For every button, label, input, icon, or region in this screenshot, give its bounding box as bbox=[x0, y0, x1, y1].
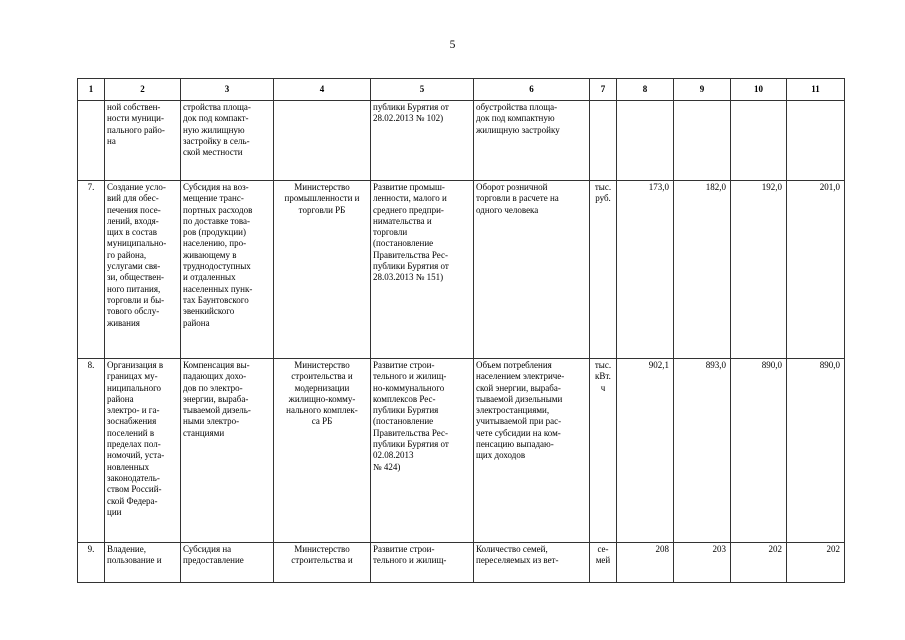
cell-text-line: Создание усло- bbox=[107, 182, 166, 192]
cell-text-line: учитываемой при рас- bbox=[476, 416, 562, 427]
cell-text-line: ров (продукции) bbox=[183, 227, 246, 238]
cell-text-line: ными электро- bbox=[183, 416, 240, 427]
cell-text-line: публики Бурятия от bbox=[373, 439, 449, 450]
cell-text-line: обустройства площа- bbox=[476, 102, 558, 112]
value-2017-cell bbox=[787, 543, 845, 583]
header-cell: 9 bbox=[674, 79, 731, 101]
value-2015-cell bbox=[674, 101, 731, 181]
cell-text-line: Развитие промыш- bbox=[373, 182, 445, 192]
cell-text-line: ности муници- bbox=[107, 113, 164, 124]
cell-text-line: 02.08.2013 bbox=[373, 450, 414, 461]
cell-text-line: ской местности bbox=[183, 147, 243, 158]
cell-text-line: услугами свя- bbox=[107, 261, 161, 272]
cell-text-line: предоставление bbox=[183, 555, 244, 566]
cell-text-line: 28.03.2013 № 151) bbox=[373, 272, 444, 283]
header-cell: 4 bbox=[274, 79, 371, 101]
activity-cell bbox=[105, 359, 181, 543]
header-cell: 5 bbox=[371, 79, 474, 101]
cell-text-line: застройку в сель- bbox=[183, 135, 250, 146]
program-cell bbox=[371, 181, 474, 359]
cell-text-line: пенсацию выпадаю- bbox=[476, 439, 554, 450]
cell-text-line: зи, обществен- bbox=[107, 272, 165, 283]
cell-text-line: электростанциями, bbox=[476, 405, 550, 416]
cell-text-line: Оборот розничной bbox=[476, 182, 548, 192]
cell-text-line: ной собствен- bbox=[107, 102, 161, 112]
unit-cell bbox=[590, 359, 617, 543]
cell-text-line: печения посе- bbox=[107, 204, 161, 215]
cell-text-line: торговли РБ bbox=[298, 204, 346, 215]
cell-value: 208 bbox=[655, 544, 669, 554]
cell-text-line: падающих дохо- bbox=[183, 371, 247, 382]
cell-text-line: ской энергии, выраба- bbox=[476, 382, 561, 393]
cell-text-line: (постановление bbox=[373, 238, 434, 249]
cell-text-line: торговли bbox=[373, 227, 408, 238]
cell-text-line: Компенсация вы- bbox=[183, 360, 250, 370]
cell-text-line: комплексов Рес- bbox=[373, 393, 436, 404]
cell-value: 890,0 bbox=[761, 360, 782, 370]
row-number-cell bbox=[78, 181, 105, 359]
unit-cell bbox=[590, 543, 617, 583]
value-2017-cell bbox=[787, 181, 845, 359]
page-number: 5 bbox=[449, 39, 456, 51]
cell-text-line: док под компакт- bbox=[183, 113, 249, 124]
table-row bbox=[78, 101, 845, 181]
cell-text-line: номочий, уста- bbox=[107, 450, 165, 461]
cell-text-line: района bbox=[107, 393, 134, 404]
cell-text-line: щих в состав bbox=[107, 227, 157, 238]
measure-cell bbox=[181, 543, 274, 583]
cell-text-line: Правительства Рес- bbox=[373, 427, 448, 438]
cell-text-line: щих доходов bbox=[476, 450, 526, 461]
cell-text-line: зоснабжения bbox=[107, 416, 157, 427]
value-2014-cell bbox=[617, 359, 674, 543]
cell-text-line: тельного и жилищ- bbox=[373, 555, 447, 566]
cell-text-line: тыс. bbox=[594, 182, 612, 192]
indicator-cell bbox=[474, 543, 590, 583]
cell-text-line: тельного и жилищ- bbox=[373, 371, 447, 382]
cell-text-line: ч bbox=[600, 382, 606, 393]
cell-value: 173,0 bbox=[648, 182, 669, 192]
cell-text-line: ленности, малого и bbox=[373, 193, 447, 204]
cell-text-line: публики Бурятия bbox=[373, 405, 439, 416]
value-2014-cell bbox=[617, 181, 674, 359]
cell-text-line: тываемой дизельными bbox=[476, 393, 563, 404]
unit-cell bbox=[590, 181, 617, 359]
cell-text-line: док под компактную bbox=[476, 113, 555, 124]
cell-text-line: Министерство bbox=[294, 182, 350, 192]
cell-text-line: Правительства Рес- bbox=[373, 249, 448, 260]
header-row bbox=[78, 79, 845, 101]
cell-text-line: тываемой дизель- bbox=[183, 405, 251, 416]
value-2016-cell bbox=[731, 543, 787, 583]
cell-text-line: новленных bbox=[107, 461, 150, 472]
cell-text-line: кВт. bbox=[595, 371, 611, 382]
cell-text-line: населенных пунк- bbox=[183, 283, 253, 294]
cell-text-line: по доставке това- bbox=[183, 215, 250, 226]
ministry-cell bbox=[274, 181, 371, 359]
cell-value: 902,1 bbox=[648, 360, 669, 370]
value-2017-cell bbox=[787, 359, 845, 543]
program-table bbox=[77, 78, 845, 583]
cell-text-line: среднего предпри- bbox=[373, 204, 444, 215]
cell-text-line: Владение, bbox=[107, 544, 146, 554]
indicator-cell bbox=[474, 181, 590, 359]
table-row bbox=[78, 181, 845, 359]
cell-text-line: мей bbox=[595, 555, 611, 566]
cell-text-line: Количество семей, bbox=[476, 544, 548, 554]
cell-text-line: муниципально- bbox=[107, 238, 167, 249]
row-number-cell bbox=[78, 359, 105, 543]
header-cell: 11 bbox=[787, 79, 845, 101]
cell-text-line: ской Федера- bbox=[107, 495, 158, 506]
cell-text-line: Развитие строи- bbox=[373, 360, 435, 370]
cell-value: 203 bbox=[712, 544, 726, 554]
cell-text-line: пользование и bbox=[107, 555, 162, 566]
cell-text-line: пределах пол- bbox=[107, 439, 161, 450]
row-number-cell bbox=[78, 543, 105, 583]
cell-text-line: электро- и га- bbox=[107, 405, 160, 416]
value-2015-cell bbox=[674, 359, 731, 543]
cell-text-line: го района, bbox=[107, 249, 147, 260]
value-2015-cell bbox=[674, 543, 731, 583]
cell-value: 202 bbox=[826, 544, 840, 554]
unit-cell bbox=[590, 101, 617, 181]
row-number-cell bbox=[78, 101, 105, 181]
cell-text-line: строительства и bbox=[291, 555, 353, 566]
cell-text-line: строительства и bbox=[291, 371, 353, 382]
value-2014-cell bbox=[617, 543, 674, 583]
activity-cell bbox=[105, 101, 181, 181]
cell-value: 893,0 bbox=[705, 360, 726, 370]
cell-text-line: района bbox=[183, 317, 210, 328]
cell-text-line: тах Баунтовского bbox=[183, 294, 249, 305]
program-cell bbox=[371, 101, 474, 181]
cell-text-line: мещение транс- bbox=[183, 193, 244, 204]
cell-text-line: жилищно-комму- bbox=[288, 393, 356, 404]
cell-text-line: Субсидия на воз- bbox=[183, 182, 249, 192]
cell-text-line: населению, про- bbox=[183, 238, 247, 249]
cell-text-line: одного человека bbox=[476, 204, 539, 215]
cell-text-line: живающему в bbox=[183, 249, 237, 260]
cell-text-line: на bbox=[107, 135, 116, 146]
measure-cell bbox=[181, 101, 274, 181]
cell-text-line: эвенкийского bbox=[183, 306, 235, 317]
table-row bbox=[78, 359, 845, 543]
activity-cell bbox=[105, 181, 181, 359]
cell-text-line: торговли и бы- bbox=[107, 294, 165, 305]
cell-text-line: Субсидия на bbox=[183, 544, 232, 554]
indicator-cell bbox=[474, 101, 590, 181]
indicator-cell bbox=[474, 359, 590, 543]
ministry-cell bbox=[274, 359, 371, 543]
cell-text-line: законодатель- bbox=[107, 472, 160, 483]
cell-text-line: ную жилищную bbox=[183, 124, 245, 135]
ministry-cell bbox=[274, 543, 371, 583]
value-2016-cell bbox=[731, 359, 787, 543]
cell-value: 7. bbox=[87, 182, 95, 192]
cell-text-line: энергии, выраба- bbox=[183, 393, 249, 404]
program-cell bbox=[371, 359, 474, 543]
cell-text-line: живания bbox=[107, 317, 140, 328]
cell-text-line: ции bbox=[107, 506, 122, 517]
header-cell: 2 bbox=[105, 79, 181, 101]
cell-text-line: руб. bbox=[595, 193, 611, 204]
value-2016-cell bbox=[731, 181, 787, 359]
measure-cell bbox=[181, 181, 274, 359]
cell-value: 202 bbox=[768, 544, 782, 554]
cell-value: 201,0 bbox=[819, 182, 840, 192]
cell-value: 9. bbox=[87, 544, 95, 554]
header-cell: 6 bbox=[474, 79, 590, 101]
cell-text-line: лений, входя- bbox=[107, 215, 159, 226]
cell-text-line: (постановление bbox=[373, 416, 434, 427]
cell-text-line: нального комплек- bbox=[286, 405, 358, 416]
cell-text-line: тового обслу- bbox=[107, 306, 160, 317]
cell-text-line: ством Россий- bbox=[107, 484, 162, 495]
header-cell: 8 bbox=[617, 79, 674, 101]
cell-text-line: труднодоступных bbox=[183, 261, 251, 272]
cell-text-line: Министерство bbox=[294, 360, 350, 370]
value-2016-cell bbox=[731, 101, 787, 181]
cell-text-line: тыс. bbox=[594, 360, 612, 370]
cell-value: 182,0 bbox=[705, 182, 726, 192]
cell-text-line: ниципального bbox=[107, 382, 162, 393]
table-row bbox=[78, 543, 845, 583]
cell-text-line: № 424) bbox=[373, 461, 401, 472]
cell-text-line: переселяемых из вет- bbox=[476, 555, 559, 566]
cell-text-line: стройства площа- bbox=[183, 102, 251, 112]
cell-text-line: нимательства и bbox=[373, 215, 432, 226]
cell-text-line: публики Бурятия от bbox=[373, 261, 449, 272]
program-cell bbox=[371, 543, 474, 583]
cell-value: 192,0 bbox=[761, 182, 782, 192]
cell-text-line: Объем потребления bbox=[476, 360, 552, 370]
cell-text-line: но-коммунального bbox=[373, 382, 445, 393]
cell-text-line: промышленности и bbox=[284, 193, 360, 204]
cell-text-line: се- bbox=[597, 544, 609, 554]
cell-text-line: пального райо- bbox=[107, 124, 165, 135]
cell-value: 890,0 bbox=[819, 360, 840, 370]
cell-text-line: станциями bbox=[183, 427, 225, 438]
cell-text-line: торговли в расчете на bbox=[476, 193, 559, 204]
cell-text-line: населением электриче- bbox=[476, 371, 565, 382]
cell-text-line: 28.02.2013 № 102) bbox=[373, 113, 444, 124]
cell-text-line: дов по электро- bbox=[183, 382, 243, 393]
cell-text-line: вий для обес- bbox=[107, 193, 159, 204]
cell-text-line: Организация в bbox=[107, 360, 164, 370]
measure-cell bbox=[181, 359, 274, 543]
cell-text-line: портных расходов bbox=[183, 204, 253, 215]
header-cell: 1 bbox=[78, 79, 105, 101]
cell-text-line: са РБ bbox=[311, 416, 333, 427]
activity-cell bbox=[105, 543, 181, 583]
cell-text-line: Министерство bbox=[294, 544, 350, 554]
cell-text-line: и отдаленных bbox=[183, 272, 236, 283]
header-cell: 7 bbox=[590, 79, 617, 101]
cell-text-line: чете субсидии на ком- bbox=[476, 427, 561, 438]
header-cell: 10 bbox=[731, 79, 787, 101]
value-2014-cell bbox=[617, 101, 674, 181]
cell-text-line: границах му- bbox=[107, 371, 158, 382]
cell-value: 8. bbox=[87, 360, 95, 370]
header-cell: 3 bbox=[181, 79, 274, 101]
ministry-cell bbox=[274, 101, 371, 181]
cell-text-line: Развитие строи- bbox=[373, 544, 435, 554]
value-2017-cell bbox=[787, 101, 845, 181]
cell-text-line: ного питания, bbox=[107, 283, 161, 294]
cell-text-line: публики Бурятия от bbox=[373, 102, 449, 112]
cell-text-line: поселений в bbox=[107, 427, 155, 438]
cell-text-line: модернизации bbox=[294, 382, 350, 393]
cell-text-line: жилищную застройку bbox=[476, 124, 560, 135]
value-2015-cell bbox=[674, 181, 731, 359]
